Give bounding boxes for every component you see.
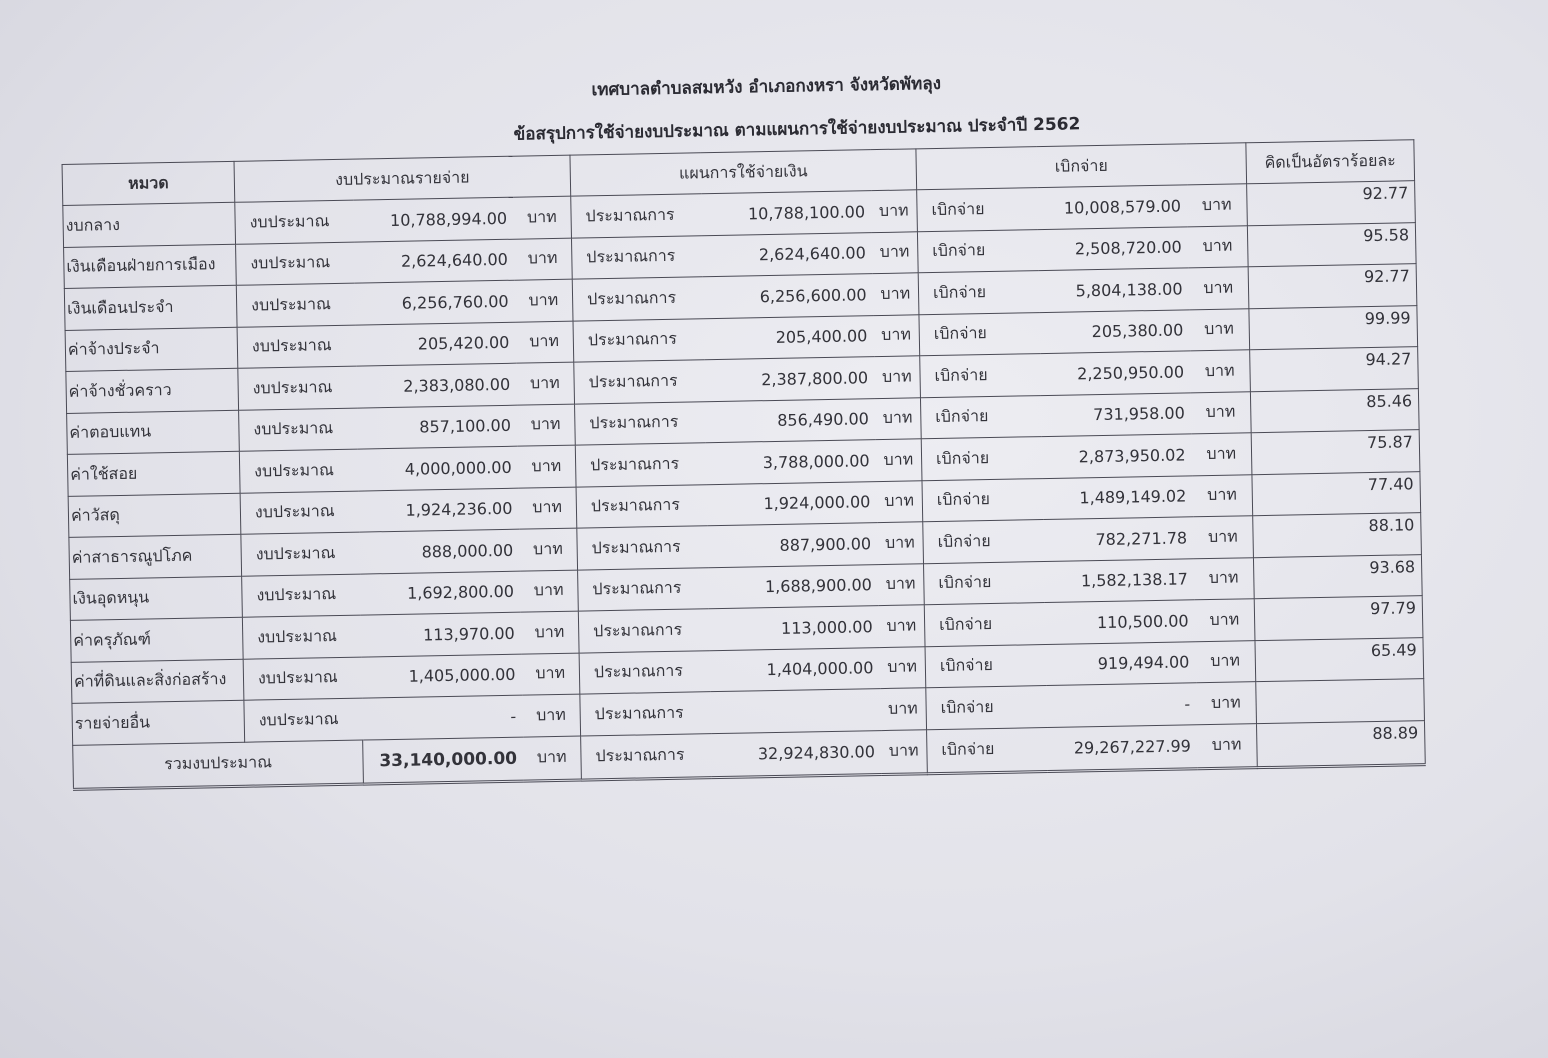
total-budget-unit: บาท: [523, 736, 582, 781]
row-category: ค่าจ้างชั่วคราว: [66, 368, 239, 413]
row-disbursed-unit: บาท: [1188, 267, 1249, 310]
row-budget-label: งบประมาณ: [239, 449, 358, 493]
row-disbursed-amount: 782,271.78: [1043, 517, 1194, 561]
row-plan-amount: 113,000.00: [708, 606, 879, 651]
row-disbursed-unit: บาท: [1191, 433, 1252, 476]
row-disbursed-amount: 2,873,950.02: [1041, 434, 1192, 478]
row-budget-label: งบประมาณ: [243, 657, 362, 701]
row-percent: 94.27: [1250, 347, 1419, 392]
row-budget-amount: 1,405,000.00: [361, 654, 522, 698]
row-plan-unit: บาท: [875, 439, 922, 481]
row-plan-label: ประมาณการ: [576, 484, 707, 528]
row-percent: 99.99: [1249, 305, 1418, 350]
row-disbursed-amount: 2,250,950.00: [1040, 351, 1191, 395]
row-disbursed-amount: 2,508,720.00: [1037, 226, 1188, 270]
row-disbursed-unit: บาท: [1195, 640, 1256, 683]
row-percent: 95.58: [1247, 222, 1416, 267]
row-budget-label: งบประมาณ: [235, 200, 354, 244]
row-plan-amount: 3,788,000.00: [705, 440, 876, 485]
row-category: ค่าตอบแทน: [67, 410, 240, 455]
total-disbursed: 29,267,227.99: [1047, 724, 1198, 771]
row-plan-unit: บาท: [877, 522, 924, 564]
header-budget: งบประมาณรายจ่าย: [234, 155, 571, 202]
row-category: เงินเดือนประจำ: [64, 285, 237, 330]
row-category: ค่าวัสดุ: [68, 493, 241, 538]
row-budget-unit: บาท: [514, 279, 573, 322]
row-plan-unit: บาท: [874, 397, 921, 439]
row-budget-amount: 2,624,640.00: [354, 239, 515, 283]
row-category: เงินเดือนฝ่ายการเมือง: [64, 244, 237, 289]
row-disbursed-amount: -: [1046, 683, 1197, 727]
row-plan-amount: 205,400.00: [703, 315, 874, 360]
row-disbursed-unit: บาท: [1190, 350, 1251, 393]
row-budget-label: งบประมาณ: [241, 532, 360, 576]
row-budget-unit: บาท: [517, 404, 576, 447]
row-disbursed-unit: บาท: [1193, 516, 1254, 559]
row-plan-label: ประมาณการ: [580, 692, 711, 736]
row-plan-unit: บาท: [878, 563, 925, 605]
table-body: [63, 181, 1425, 745]
row-budget-unit: บาท: [515, 321, 574, 364]
row-budget-unit: บาท: [517, 445, 576, 488]
row-disbursed-label: เบิกจ่าย: [918, 271, 1039, 315]
row-disbursed-label: เบิกจ่าย: [917, 229, 1038, 273]
header-percent: คิดเป็นอัตราร้อยละ: [1246, 140, 1415, 184]
row-percent: 92.77: [1247, 181, 1416, 226]
total-label: รวมงบประมาณ: [73, 740, 364, 789]
row-plan-unit: บาท: [872, 273, 919, 315]
row-plan-label: ประมาณการ: [575, 401, 706, 445]
row-disbursed-amount: 5,804,138.00: [1038, 268, 1189, 312]
row-disbursed-amount: 1,489,149.02: [1042, 475, 1193, 519]
row-plan-label: ประมาณการ: [571, 194, 702, 238]
row-plan-label: ประมาณการ: [578, 609, 709, 653]
row-disbursed-label: เบิกจ่าย: [921, 437, 1042, 481]
row-budget-amount: 2,383,080.00: [356, 363, 517, 407]
row-plan-unit: บาท: [878, 605, 925, 647]
row-percent: 77.40: [1252, 471, 1421, 516]
row-budget-label: งบประมาณ: [239, 408, 358, 452]
row-category: งบกลาง: [63, 202, 236, 247]
row-plan-label: ประมาณการ: [578, 567, 709, 611]
row-percent: 93.68: [1253, 554, 1422, 599]
row-budget-amount: 6,256,760.00: [354, 280, 515, 324]
row-plan-unit: บาท: [879, 646, 926, 688]
row-category: ค่าใช้สอย: [67, 451, 240, 496]
row-disbursed-label: เบิกจ่าย: [920, 395, 1041, 439]
row-disbursed-label: เบิกจ่าย: [922, 478, 1043, 522]
row-category: ค่าที่ดินและสิ่งก่อสร้าง: [71, 659, 244, 704]
row-disbursed-amount: 1,582,138.17: [1043, 558, 1194, 602]
total-disbursed-label: เบิกจ่าย: [927, 727, 1048, 773]
row-percent: 92.77: [1248, 264, 1417, 309]
row-budget-label: งบประมาณ: [242, 615, 361, 659]
row-budget-unit: บาท: [522, 694, 581, 737]
row-plan-amount: 1,688,900.00: [708, 564, 879, 609]
row-disbursed-amount: 919,494.00: [1045, 641, 1196, 685]
header-category: หมวด: [62, 161, 235, 205]
row-category: ค่าสาธารณูปโภค: [69, 534, 242, 579]
row-plan-label: ประมาณการ: [574, 360, 705, 404]
row-budget-unit: บาท: [520, 570, 579, 613]
row-budget-label: งบประมาณ: [236, 242, 355, 286]
row-plan-unit: บาท: [880, 688, 927, 730]
row-plan-label: ประมาณการ: [573, 318, 704, 362]
row-budget-unit: บาท: [521, 653, 580, 696]
row-category: เงินอุดหนุน: [70, 576, 243, 621]
row-plan-label: ประมาณการ: [572, 277, 703, 321]
row-plan-amount: 887,900.00: [707, 523, 878, 568]
row-plan-label: ประมาณการ: [571, 235, 702, 279]
row-budget-amount: 857,100.00: [357, 405, 518, 449]
row-disbursed-amount: 731,958.00: [1040, 392, 1191, 436]
row-disbursed-amount: 10,008,579.00: [1037, 185, 1188, 229]
row-budget-amount: 4,000,000.00: [357, 446, 518, 490]
total-percent: 88.89: [1256, 720, 1425, 767]
row-plan-unit: บาท: [876, 480, 923, 522]
row-disbursed-unit: บาท: [1192, 474, 1253, 517]
document-subtitle: ข้อสรุปการใช้จ่ายงบประมาณ ตามแผนการใช้จ่ายงบประมาณ ประจำปี 2562: [513, 114, 1081, 145]
row-disbursed-label: เบิกจ่าย: [919, 312, 1040, 356]
row-plan-amount: [710, 689, 881, 734]
row-percent: 97.79: [1254, 596, 1423, 641]
row-budget-amount: 205,420.00: [355, 322, 516, 366]
row-disbursed-unit: บาท: [1196, 682, 1257, 725]
header-plan: แผนการใช้จ่ายเงิน: [570, 149, 917, 196]
row-disbursed-unit: บาท: [1193, 557, 1254, 600]
row-category: ค่าครุภัณฑ์: [70, 617, 243, 662]
row-budget-label: งบประมาณ: [238, 366, 357, 410]
row-disbursed-unit: บาท: [1190, 391, 1251, 434]
row-plan-amount: 1,404,000.00: [709, 647, 880, 692]
document-title: เทศบาลตำบลสมหวัง อำเภอกงหรา จังหวัดพัทลุง: [591, 73, 942, 101]
row-plan-unit: บาท: [871, 231, 918, 273]
row-disbursed-label: เบิกจ่าย: [923, 520, 1044, 564]
header-disbursed: เบิกจ่าย: [916, 143, 1247, 190]
row-budget-label: งบประมาณ: [236, 283, 355, 327]
row-category: ค่าจ้างประจำ: [65, 327, 238, 372]
row-category: รายจ่ายอื่น: [72, 700, 245, 745]
row-percent: 85.46: [1250, 388, 1419, 433]
row-plan-unit: บาท: [874, 356, 921, 398]
row-budget-label: งบประมาณ: [240, 491, 359, 535]
row-budget-label: งบประมาณ: [237, 325, 356, 369]
row-disbursed-amount: 205,380.00: [1039, 309, 1190, 353]
row-budget-amount: 1,924,236.00: [358, 488, 519, 532]
row-plan-unit: บาท: [873, 314, 920, 356]
row-percent: 75.87: [1251, 430, 1420, 475]
row-plan-amount: 1,924,000.00: [706, 481, 877, 526]
row-disbursed-label: เบิกจ่าย: [924, 561, 1045, 605]
row-budget-unit: บาท: [513, 238, 572, 281]
total-plan-unit: บาท: [881, 729, 928, 774]
row-budget-amount: 113,970.00: [360, 612, 521, 656]
row-budget-amount: 1,692,800.00: [360, 571, 521, 615]
row-budget-amount: 10,788,994.00: [353, 197, 514, 241]
row-budget-amount: 888,000.00: [359, 529, 520, 573]
row-disbursed-unit: บาท: [1194, 599, 1255, 642]
row-budget-label: งบประมาณ: [242, 574, 361, 618]
budget-summary-table: [62, 139, 1426, 790]
row-plan-amount: 10,788,100.00: [701, 191, 872, 236]
total-disbursed-unit: บาท: [1196, 723, 1257, 768]
row-disbursed-label: เบิกจ่าย: [926, 686, 1047, 730]
row-disbursed-label: เบิกจ่าย: [925, 644, 1046, 688]
row-disbursed-label: เบิกจ่าย: [917, 188, 1038, 232]
row-percent: 88.10: [1253, 513, 1422, 558]
row-disbursed-label: เบิกจ่าย: [924, 603, 1045, 647]
row-plan-amount: 2,624,640.00: [701, 232, 872, 277]
row-plan-amount: 856,490.00: [704, 398, 875, 443]
row-disbursed-amount: 110,500.00: [1044, 600, 1195, 644]
row-budget-unit: บาท: [518, 487, 577, 530]
total-plan-label: ประมาณการ: [581, 733, 712, 779]
row-plan-label: ประมาณการ: [579, 650, 710, 694]
total-budget: 33,140,000.00: [363, 737, 524, 784]
row-plan-label: ประมาณการ: [577, 526, 708, 570]
row-disbursed-unit: บาท: [1187, 225, 1248, 268]
row-percent: 65.49: [1255, 637, 1424, 682]
row-plan-unit: บาท: [871, 190, 918, 232]
row-percent: [1256, 679, 1425, 724]
row-budget-unit: บาท: [513, 196, 572, 239]
row-budget-unit: บาท: [520, 611, 579, 654]
total-plan: 32,924,830.00: [711, 730, 882, 777]
row-disbursed-unit: บาท: [1189, 308, 1250, 351]
row-budget-amount: -: [362, 695, 523, 739]
row-budget-unit: บาท: [516, 362, 575, 405]
row-disbursed-unit: บาท: [1187, 184, 1248, 227]
row-plan-amount: 6,256,600.00: [702, 274, 873, 319]
row-disbursed-label: เบิกจ่าย: [920, 354, 1041, 398]
row-plan-amount: 2,387,800.00: [704, 357, 875, 402]
row-plan-label: ประมาณการ: [575, 443, 706, 487]
row-budget-unit: บาท: [519, 528, 578, 571]
row-budget-label: งบประมาณ: [244, 698, 363, 742]
document: [60, 55, 1425, 790]
